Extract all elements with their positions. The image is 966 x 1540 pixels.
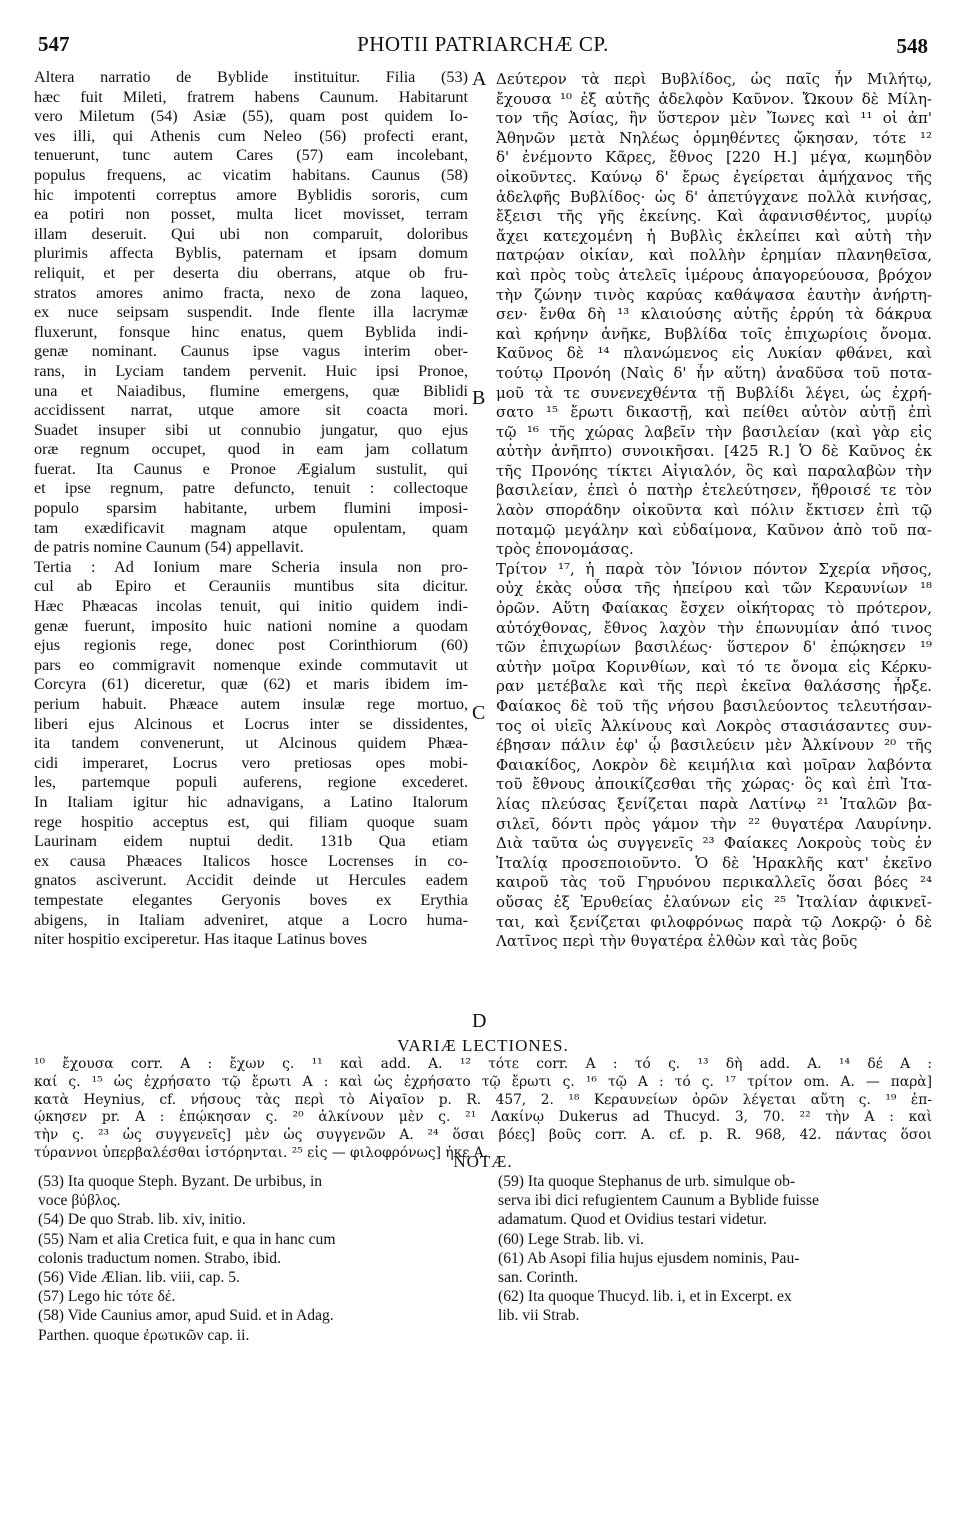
text-line: Parthen. quoque ἐρωτικῶν cap. ii. <box>38 1326 250 1344</box>
text-line: (53) Ita quoque Steph. Byzant. De urbibus, in <box>38 1173 323 1190</box>
text-line: Laurinam eidem nuptui dedit. 131b Qua etiam <box>34 832 468 851</box>
text-line: λίας πλεύσας ξενίζεται παρὰ Λατίνῳ ²¹ Ἰταλῶν βα- <box>496 794 932 813</box>
text-line: ejus regionis rege, donec post Corinthiorum (60) <box>34 636 468 655</box>
text-line: (56) Vide Ælian. lib. viii, cap. 5. <box>38 1269 240 1287</box>
text-line: serva ibi dici refugientem Caunum a Byblide fuisse <box>498 1192 819 1210</box>
notae-heading: NOTÆ. <box>453 1152 513 1171</box>
text-line: αὐτόχθονας, ἔθνος λαχὸν τὴν ἐπωνυμίαν ἀπό τινος <box>496 618 932 637</box>
section-marker-c: C <box>472 702 486 724</box>
text-line: ραν μετέβαλε καὶ τῆς περὶ ἐκεῖνα θαλάσσης ἦρξε. <box>496 677 932 696</box>
text-line: voce βύβλος. <box>38 1192 121 1210</box>
text-line: ται, καὶ ξενίζεται φιλοφρόνως παρὰ τῷ Λοκρῷ· ὁ δὲ <box>496 912 932 931</box>
text-line: Altera narratio de Byblide instituitur. Filia (53) <box>34 68 468 86</box>
text-line: κατὰ Heynius, cf. νήσους τὰς περὶ τὸ Αἰγαῖον p. R. 457, 2. ¹⁸ Κεραυνείων ὀρῶν λέγεται αὕτη ς. ¹⁹ ἐπ- <box>34 1091 932 1108</box>
page-number-right: 548 <box>896 34 928 58</box>
notes-left-column <box>38 1172 476 1345</box>
text-line: rege hospitio acceptus est, qui filiam quoque suam <box>34 812 468 831</box>
text-line: Τρίτον ¹⁷, ἡ παρὰ τὸν Ἰόνιον πόντον Σχερία νῆσος, <box>496 559 932 578</box>
section-marker-b: B <box>472 387 486 409</box>
text-line: populo sparsim habitante, urbem flumini imposi- <box>34 499 468 518</box>
text-line: πατρῴαν οἰκίαν, καὶ πολλὴν ἐρημίαν πλανηθεῖσα, <box>496 246 932 265</box>
text-line: ῴκησεν pr. A : ἐπῴκησαν ς. ²⁰ ἀλκίνουν μὲν ς. ²¹ Λακίνῳ Dukerus ad Thucyd. 3, 70. ²² τὴν A : καὶ <box>34 1109 932 1126</box>
text-line: liberi ejus Alcinous et Locrus inter se dissidentes, <box>34 714 468 733</box>
text-line: ex causa Phæaces Italicos hosce Locrenses in co- <box>34 851 468 870</box>
text-line: αὐτὴν ἀνῆπτο) συνοικῆσαι. [425 R.] Ὁ δὲ Καῦνος ἐκ <box>496 442 932 461</box>
text-line: (62) Ita quoque Thucyd. lib. i, et in Excerpt. ex <box>498 1288 792 1306</box>
text-line: Suadet insuper sibi ut connubio jungatur, quo ejus <box>34 420 468 439</box>
text-line: μοῦ τὰ τε συνενεχθέντα τῇ Βυβλίδι λέγει, ὡς ἐχρή- <box>496 383 932 402</box>
text-line: niter hospitio exciperetur. Has itaque Latinus boves <box>34 930 368 949</box>
text-line: έβησαν πάλιν ἐφ' ᾧ βασιλεύειν μὲν Ἀλκίνουν ²⁰ τῆς <box>496 736 932 755</box>
text-line: vero Miletum (54) Asiæ (55), quam post quidem Io- <box>34 107 468 126</box>
text-line: una et Naiadibus, flumine emergens, quæ Biblidi <box>34 381 468 400</box>
text-line: (57) Lego hic τότε δέ. <box>38 1288 176 1306</box>
greek-column <box>496 70 932 952</box>
page-number-left: 547 <box>38 32 70 56</box>
text-line: Λατῖνος περὶ τὴν θυγατέρα ἐλθὼν καὶ τὰς βοῦς <box>496 932 858 951</box>
text-line: fluxerunt, fonsque hinc enatus, quem Byblida indi- <box>34 322 468 341</box>
text-line: ἄχει κατεχομένη ἡ Βυβλὶς ἐκλείπει καὶ αὐτὴ τὴν <box>496 226 932 245</box>
text-line: Tertia : Ad Ionium mare Scheria insula non pro- <box>34 557 468 576</box>
text-line: ἀδελφῆς Βυβλίδος· ὡς δ' ἀπετύγχανε πολλὰ κινήσας, <box>496 187 932 206</box>
text-line: plurimis affecta Byblis, paternam et ipsam domum <box>34 244 468 263</box>
text-line: tam exædificavit magnam atque opulentam, quam <box>34 518 468 537</box>
text-line: δ' ἐνέμοντο Κᾶρες, ἔθνος [220 Η.] μέγα, κωμηδὸν <box>496 148 932 167</box>
text-line: τῷ ¹⁶ τῆς χώρας λαβεῖν τὴν βασιλείαν (καὶ γὰρ εἰς <box>496 422 932 441</box>
text-line: rans, in Lyciam tandem pervenit. Huic ipsi Pronoe, <box>34 361 468 380</box>
running-title: PHOTII PATRIARCHÆ CP. <box>357 32 609 56</box>
text-line: reliquit, et per deserta diu oberrans, atque ob fru- <box>34 263 468 282</box>
text-line: Διὰ ταῦτα ὡς συγγενεῖς ²³ Φαίακες Λοκροὺς τοὺς ἐν <box>496 834 932 853</box>
text-line: καὶ πρὸς τοὺς ἀτελεῖς ἱμέρους ἀπαγορεύουσα, βρόχον <box>496 265 932 284</box>
text-line: Hæc Phæacas incolas tenuit, qui initio quidem indi- <box>34 597 468 616</box>
section-marker-a: A <box>472 68 487 90</box>
text-line: genæ nominant. Caunus ipse vagus interim ober- <box>34 342 468 361</box>
text-line: οἰκοῦντες. Καύνῳ δ' ἔρως ἐγείρεται ἀμήχανος τῆς <box>496 167 932 186</box>
text-line: de patris nomine Caunum (54) appellavit. <box>34 538 304 557</box>
text-line: hic impotenti correptus amore Byblidis sororis, cum <box>34 185 468 204</box>
text-line: cidi imperaret, Locrus vero pretiosas opes mobi- <box>34 753 468 772</box>
text-line: τῆς Προνόης τίκτει Αἰγιαλόν, ὃς καὶ παραλαβὼν τὴν <box>496 461 932 480</box>
text-line: accidissent narrat, utque amore sit coacta mori. <box>34 401 468 420</box>
text-line: καί ς. ¹⁵ ὡς ἐχρήσατο τῷ ἔρωτι A : καὶ ὡς ἐχρήσατο τῷ ἔρωτι ς. ¹⁶ τῷ A : τό ς. ¹⁷ τρίτον om. A. — παρὰ] <box>34 1073 932 1090</box>
text-line: οὐχ ἑκὰς οὖσα τῆς ἠπείρου καὶ τῶν Κεραυνίων ¹⁸ <box>496 579 932 598</box>
text-line: Φαιακίδος, Λοκρὸν δὲ κειμήλια καὶ μοῖραν λαβόντα <box>496 755 932 774</box>
text-line: (55) Nam et alia Cretica fuit, e qua in hanc cum <box>38 1230 336 1248</box>
text-line: (60) Lege Strab. lib. vi. <box>498 1230 644 1248</box>
text-line: αὐτὴν μοῖρα Κορινθίων, καὶ τό τε ὄνομα εἰς Κέρκυ- <box>496 657 932 676</box>
page-header <box>38 26 928 62</box>
text-line: Καῦνος δὲ ¹⁴ πλανώμενος εἰς Λυκίαν φθάνει, καὶ <box>496 344 932 363</box>
text-line: ὀρῶν. Αὕτη Φαίακας ἔσχεν οἰκήτορας τὸ πρότερον, <box>496 599 932 618</box>
text-line: tenuerunt, tunc autem Cares (57) eam incolebant, <box>34 146 468 165</box>
text-line: καὶ κρήνην ἀνῆκε, Βυβλίδα τοῖς ἐπιχωρίοις ὄνομα. <box>496 324 932 343</box>
text-line: In Italiam igitur hic adnavigans, a Latino Italorum <box>34 792 468 811</box>
text-line: pars eo commigravit nomenque exinde commutavit ut <box>34 655 468 674</box>
text-line: genæ fuerunt, imposito huic nationi nomine a quodam <box>34 616 468 635</box>
text-line: ἔξεισι τῆς γῆς ἐκείνης. Καὶ ἀφανισθέντος, μυρίῳ <box>496 207 932 226</box>
text-line: et ipse regnum, patre defuncto, tenuit : collectoque <box>34 479 468 498</box>
text-line: σατο ¹⁵ ἔρωτι δικαστῇ, καὶ πείθει αὐτὸν αὐτῇ ἐπὶ <box>496 403 932 422</box>
text-line: oræ regnum occupet, quod in eam jam collatum <box>34 440 468 459</box>
text-line: ex nuce seipsam suspendit. Inde flente illa lacrymæ <box>34 303 468 322</box>
text-line: perium habuit. Phæace autem insulæ rege mortuo, <box>34 695 468 713</box>
text-line: (59) Ita quoque Stephanus de urb. simulque ob- <box>498 1173 796 1190</box>
text-line: καιροῦ τὰς τοῦ Γηρυόνου περικαλλεῖς ὅσαι βόες ²⁴ <box>496 873 932 892</box>
text-line: les, partemque populi auferens, regione excederet. <box>34 773 468 792</box>
text-line: ita tandem convenerunt, ut Alcinous quidem Phæa- <box>34 734 468 753</box>
text-line: τῶν ἐπιχωρίων βασιλέως· ὕστερον δ' ἐπῴκησεν ¹⁹ <box>496 638 932 657</box>
text-line: (61) Ab Asopi filia hujus ejusdem nominis, Pau- <box>498 1249 800 1267</box>
text-line: σεν· ἔνθα δὴ ¹³ κλαιούσης αὐτῆς ἐρρύη τὰ δάκρυα <box>496 305 932 324</box>
text-line: τρὸς ἐπονομάσας. <box>496 540 634 559</box>
text-line: (58) Vide Caunius amor, apud Suid. et in Adag. <box>38 1307 334 1325</box>
text-line: τὴν ς. ²³ ὡς συγγενεῖς] μὲν ὡς συγγενῶν A. ²⁴ ὅσαι βόες] βοῦς corr. A. cf. p. R. 968, 42. πάντας ὅσοι <box>34 1127 932 1144</box>
text-line: ποταμῷ μεγάλην καὶ εὐδαίμονα, Καῦνον ἀπὸ τοῦ πα- <box>496 520 932 539</box>
text-line: lib. vii Strab. <box>498 1307 580 1325</box>
text-line: τον τῆς Ἀσίας, ἣν ὕστερον μὲν Ἴωνες καὶ ¹¹ οἱ ἀπ' <box>496 109 932 128</box>
text-line: Ἀθηνῶν μετὰ Νηλέως ὁρμηθέντες ᾤκησαν, τότε ¹² <box>496 128 932 147</box>
text-line: (54) De quo Strab. lib. xiv, initio. <box>38 1211 246 1229</box>
section-marker-d: D <box>472 1010 487 1032</box>
text-line: populus frequens, ac vicatim habitans. Caunus (58) <box>34 165 468 184</box>
text-line: abigens, in Italiam adveniret, atque a Locro huma- <box>34 910 468 929</box>
text-line: τὴν ζώνην τινὸς καρύας καθάψασα ἑαυτὴν ἀνήρτη- <box>496 285 932 304</box>
text-line: σιλεῖ, δόντι πρὸς γάμον τὴν ²² θυγατέρα Λαυρίνην. <box>496 814 932 833</box>
text-line: Δεύτερον τὰ περὶ Βυβλίδος, ὡς παῖς ἦν Μιλήτῳ, <box>496 70 932 88</box>
text-line: gnatos asciverunt. Accidit deinde ut Hercules eadem <box>34 871 468 890</box>
text-line: ves illi, qui Athenis cum Neleo (56) profecti erant, <box>34 126 468 145</box>
text-line: illam deseruit. Qui ubi non comparuit, doloribus <box>34 224 468 243</box>
text-line: τος οἱ υἱεῖς Ἀλκίνους καὶ Λοκρὸς στασιάσαντες συν- <box>496 716 932 735</box>
text-line: λαὸν σποράδην οἰκοῦντα καὶ πόλιν ἔκτισεν ἐπὶ τῷ <box>496 501 932 520</box>
text-line: ἔχουσα ¹⁰ ἐξ αὐτῆς ἀδελφὸν Καῦνον. Ὤκουν δὲ Μίλη- <box>496 89 932 108</box>
text-line: Corcyra (61) diceretur, quæ (62) et maris ibidem im- <box>34 675 468 694</box>
text-line: οὔσας ἐξ Ἐρυθείας ἐλαύνων εἰς ²⁵ Ἰταλίαν ἀφικνεῖ- <box>496 892 932 911</box>
text-line: stratos amores animo fracta, nexo de zona laqueo, <box>34 283 468 302</box>
text-line: Ἰταλίᾳ προσεποιοῦντο. Ὁ δὲ Ἡρακλῆς κατ' ἐκεῖνο <box>496 853 932 872</box>
text-line: βασιλείαν, ἐπεὶ ὁ πατὴρ ἐτελεύτησεν, ἤθροισέ τε τὸν <box>496 481 932 500</box>
text-line: cul ab Epiro et Cerauniis muntibus sita dicitur. <box>34 577 468 596</box>
text-line: ¹⁰ ἔχουσα corr. A : ἔχων ς. ¹¹ καὶ add. A. ¹² τότε corr. A : τό ς. ¹³ δὴ add. A. ¹⁴ δέ A : <box>34 1056 932 1072</box>
text-line: τύραννοι ὑπερβαλέσθαι ἱστόρηνται. ²⁵ εἰς — φιλοφρόνως] ἧκε A. <box>34 1144 489 1161</box>
text-line: tempestate elegantes Geryonis boves ex Erythia <box>34 890 468 909</box>
notes-right-column <box>498 1172 932 1326</box>
text-line: hæc fuit Mileti, fratrem habens Caunum. Habitarunt <box>34 87 468 106</box>
variae-lectiones <box>34 1056 932 1163</box>
text-line: san. Corinth. <box>498 1269 579 1287</box>
variae-lectiones-heading: VARIÆ LECTIONES. <box>397 1036 569 1055</box>
text-line: τοῦ ἔθνους ἀποικίζεσθαι τῆς χώρας· ὃς καὶ ἐπὶ Ἰτα- <box>496 775 932 794</box>
text-line: ea potiri non posset, multa licet movisset, terram <box>34 205 468 224</box>
text-line: colonis traductum nomen. Strabo, ibid. <box>38 1249 281 1267</box>
text-line: τούτῳ Προνόη (Ναὶς δ' ἦν αὕτη) ἀναδῦσα τοῦ ποτα- <box>496 363 932 382</box>
text-line: fuerat. Ita Caunus e Pronoe Ægialum sustulit, qui <box>34 459 468 478</box>
text-line: adamatum. Quod et Ovidius testari videtur. <box>498 1211 767 1229</box>
latin-column <box>34 68 468 950</box>
text-line: Φαίακος δὲ τοῦ τῆς νήσου βασιλεύοντος τελευτήσαν- <box>496 697 932 715</box>
